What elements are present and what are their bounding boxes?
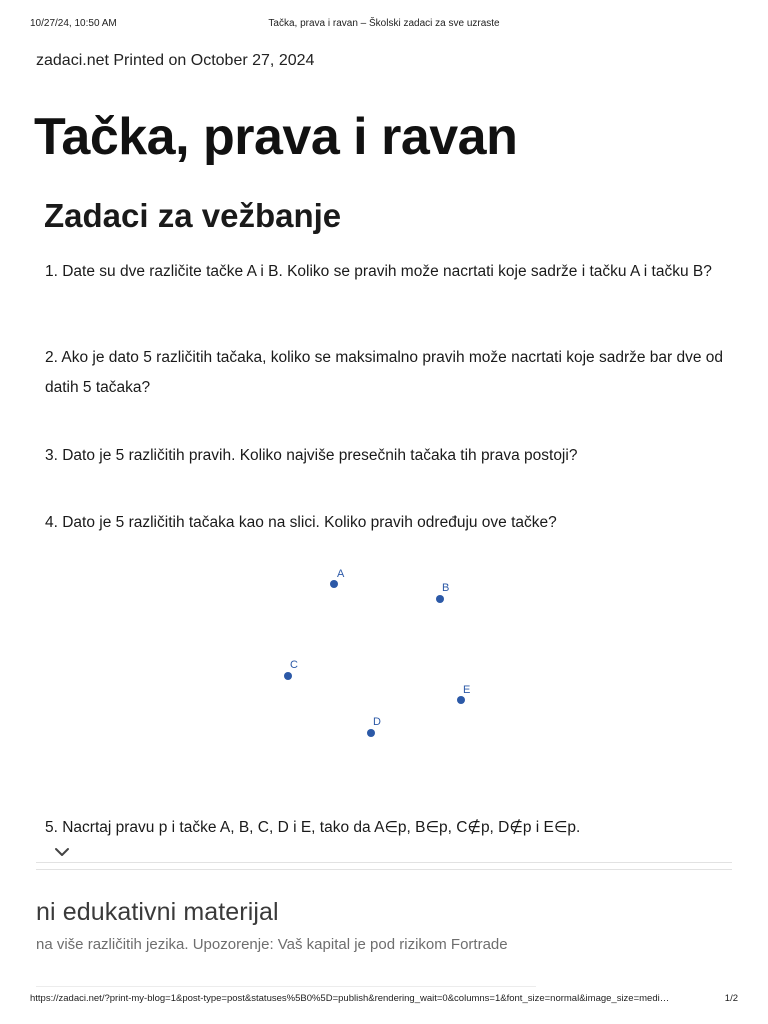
point-a bbox=[330, 580, 338, 588]
points-figure-svg bbox=[270, 560, 500, 750]
ad-divider bbox=[36, 986, 536, 987]
point-d bbox=[367, 729, 375, 737]
points-figure bbox=[270, 560, 500, 750]
point-d-label: D bbox=[373, 716, 381, 728]
task-3: 3. Dato je 5 različitih pravih. Koliko najviše presečnih tačaka tih prava postoji? bbox=[45, 447, 578, 464]
site-printed-line: zadaci.net Printed on October 27, 2024 bbox=[36, 52, 315, 69]
point-e bbox=[457, 696, 465, 704]
task-5: 5. Nacrtaj pravu p i tačke A, B, C, D i E, tako da A∈p, B∈p, C∉p, D∉p i E∈p. bbox=[45, 819, 581, 836]
print-datetime: 10/27/24, 10:50 AM bbox=[30, 18, 117, 29]
print-header bbox=[30, 18, 738, 34]
task-1: 1. Date su dve različite tačke A i B. Koliko se pravih može nacrtati koje sadrže i tačku A i tačku B? bbox=[45, 263, 712, 280]
task-4: 4. Dato je 5 različitih tačaka kao na slici. Koliko pravih određuju ove tačke? bbox=[45, 514, 557, 531]
page-title: Tačka, prava i ravan bbox=[34, 108, 518, 166]
ad-subtitle: na više različitih jezika. Upozorenje: Vaš kapital je pod rizikom Fortrade bbox=[36, 936, 508, 953]
point-c bbox=[284, 672, 292, 680]
print-url: https://zadaci.net/?print-my-blog=1&post-type=post&statuses%5B0%5D=publish&rendering_wait=0&columns=1&font_size=normal&image_size=medi… bbox=[30, 993, 670, 1004]
point-c-label: C bbox=[290, 659, 298, 671]
chevron-down-icon[interactable] bbox=[54, 845, 70, 859]
page-number: 1/2 bbox=[724, 993, 738, 1004]
section-title: Zadaci za vežbanje bbox=[44, 197, 342, 234]
ad-title[interactable]: ni edukativni materijal bbox=[36, 898, 279, 926]
point-b bbox=[436, 595, 444, 603]
point-b-label: B bbox=[442, 582, 450, 594]
print-doc-title: Tačka, prava i ravan – Školski zadaci za sve uzraste bbox=[268, 18, 500, 29]
point-a-label: A bbox=[337, 568, 345, 580]
print-footer bbox=[30, 993, 738, 1007]
ad-banner[interactable] bbox=[0, 868, 768, 988]
task-2: 2. Ako je dato 5 različitih tačaka, koliko se maksimalno pravih može nacrtati koje sadrže bar dve od datih 5 tačaka? bbox=[45, 349, 724, 396]
point-e-label: E bbox=[463, 684, 471, 696]
